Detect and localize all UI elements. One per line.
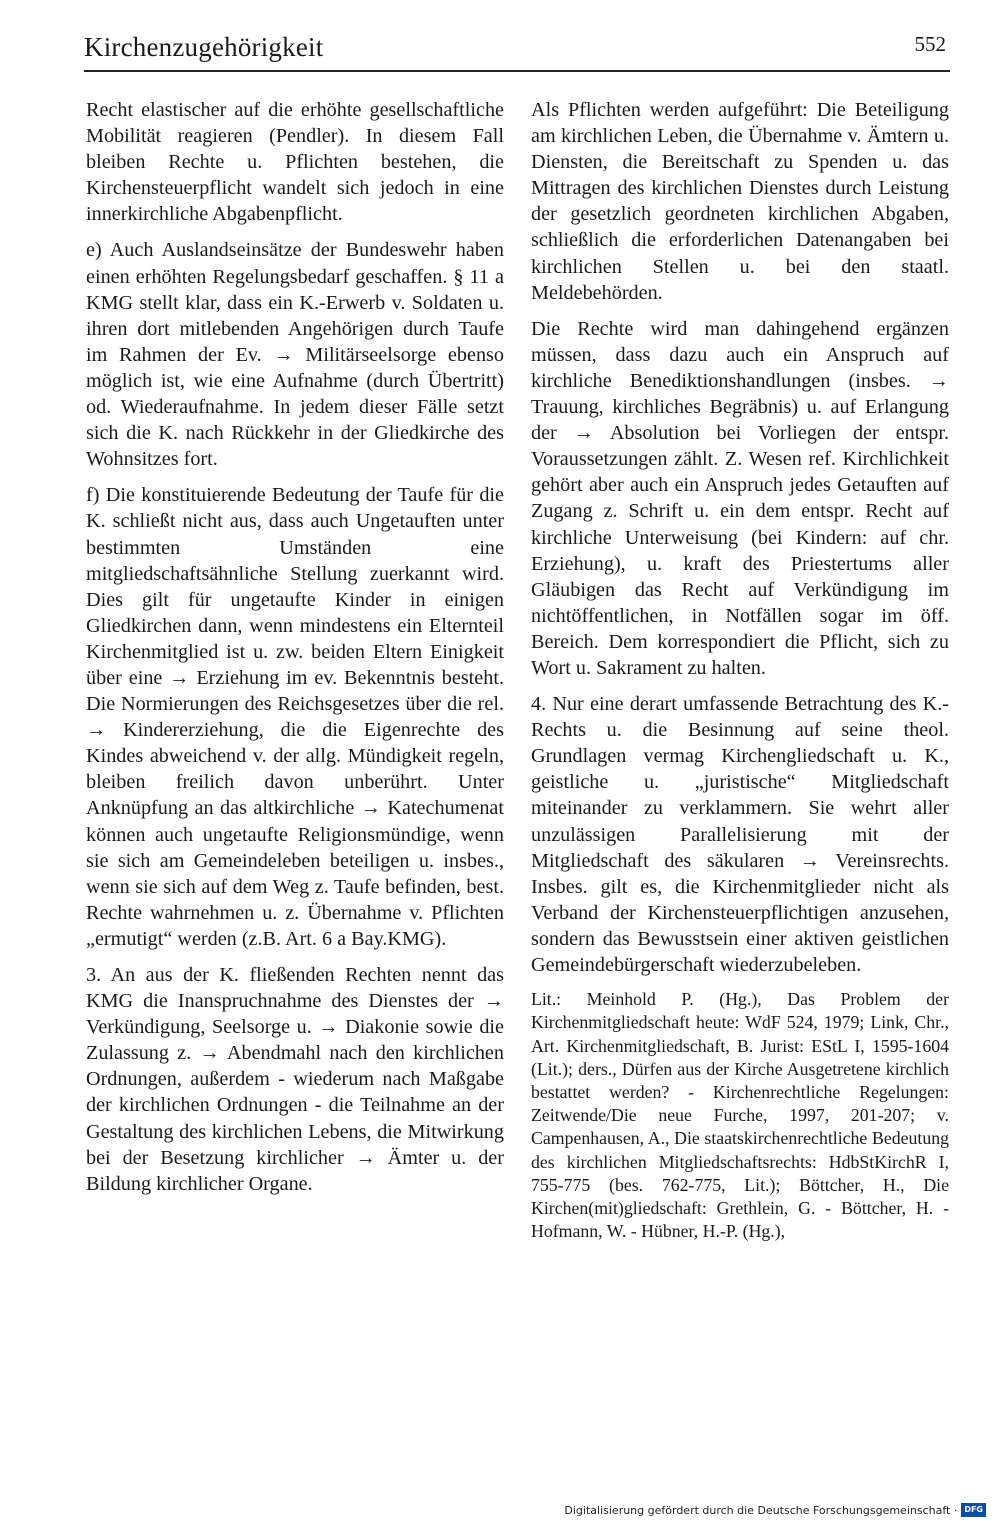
paragraph: Die Rechte wird man dahingehend ergänzen müssen, dass dazu auch ein Anspruch auf kirchliche Benediktionshandlungen (insbes. → Trauung, kirchliches Begräbnis) u. auf Erlangung der → Absolution bei Vorliegen der entspr. Voraussetzungen zählt. Z. Wesen ref. Kirchlichkeit gehört aber auch ein Anspruch jedes Getauften auf Zugang z. Schrift u. ein dem entspr. Recht auf kirchliche Unterweisung (bei Kindern: auf chr. Erziehung), u. kraft des Priestertums aller Gläubigen das Recht auf Verkündigung im nichtöffentlichen, in Notfällen sogar im öff. Bereich. Dem korrespondiert die Pflicht, sich zu Wort u. Sakrament zu halten. <box>531 317 949 679</box>
running-title: Kirchenzugehörigkeit <box>84 32 324 62</box>
paragraph: Recht elastischer auf die erhöhte gesellschaftliche Mobilität reagieren (Pendler). In diesem Fall bleiben Rechte u. Pflichten bestehen, die Kirchensteuerpflicht wandelt sich jedoch in eine innerkirchliche Abgabenpflicht. <box>86 99 504 226</box>
page-number: 552 <box>914 32 946 56</box>
paragraph: f) Die konstituierende Bedeutung der Taufe für die K. schließt nicht aus, dass auch Ungetauften unter bestimmten Umständen eine mitgliedschaftsähnliche Stellung zuerkannt wird. Dies gilt für ungetaufte Kinder in einigen Gliedkirchen dann, wenn mindestens ein Elternteil Kirchenmitglied ist u. zw. beiden Eltern Einigkeit über eine → Erziehung im ev. Bekenntnis besteht. Die Normierungen des Reichsgesetzes über die rel. → Kindererziehung, die die Eigenrechte des Kindes abweichend v. der allg. Mündigkeit regeln, bleiben freilich davon unberührt. Unter Anknüpfung an das altkirchliche → Katechumenat können auch ungetaufte Religionsmündige, wenn sie sich am Gemeindeleben beteiligen u. insbes., wenn sie sich auf dem Weg z. Taufe befinden, best. Rechte wahrnehmen u. z. Übernahme v. Pflichten „ermutigt“ werden (z.B. Art. 6 a Bay.KMG). <box>86 484 504 950</box>
dfg-logo: DFG <box>961 1503 986 1517</box>
digitization-note: Digitalisierung gefördert durch die Deutsche Forschungsgemeinschaft · <box>564 1503 958 1517</box>
literature-references: Lit.: Meinhold P. (Hg.), Das Problem der Kirchenmitgliedschaft heute: WdF 524, 1979; Link, Chr., Art. Kirchenmitgliedschaft, B. Jurist: EStL I, 1595-1604 (Lit.); ders., Dürfen aus der Kirche Ausgetretene kirchlich bestattet werden? - Kirchenrechtliche Regelungen: Zeitwende/Die neue Furche, 1997, 201-207; v. Campenhausen, A., Die staatskirchenrechtliche Bedeutung des kirchlichen Mitgliedschaftsrechts: HdbStKirchR I, 755-775 (bes. 762-775, Lit.); Böttcher, H., Die Kirchen(mit)gliedschaft: Grethlein, G. - Böttcher, H. - Hofmann, W. - Hübner, H.-P. (Hg.), <box>531 989 949 1242</box>
digitization-footer <box>564 1503 986 1517</box>
paragraph: e) Auch Auslandseinsätze der Bundeswehr haben einen erhöhten Regelungsbedarf geschaffen. § 11 a KMG stellt klar, dass ein K.-Erwerb v. Soldaten u. ihren dort mitlebenden Angehörigen durch Taufe im Rahmen der Ev. → Militärseelsorge ebenso möglich ist, wie eine Aufnahme (durch Übertritt) od. Wiederaufnahme. In jedem dieser Fälle setzt sich die K. nach Rückkehr in der Gliedkirche des Wohnsitzes fort. <box>86 239 504 471</box>
page-header <box>84 30 950 72</box>
paragraph: Als Pflichten werden aufgeführt: Die Beteiligung am kirchlichen Leben, die Übernahme v. Ämtern u. Diensten, die Bereitschaft zu Spenden u. das Mittragen des kirchlichen Dienstes durch Leistung der gesetzlich geordneten kirchlichen Abgaben, schließlich die erforderlichen Datenangaben bei kirchlichen Stellen u. bei den staatl. Meldebehörden. <box>531 99 949 304</box>
left-column <box>86 97 504 1207</box>
right-column <box>531 97 949 1253</box>
paragraph: 3. An aus der K. fließenden Rechten nennt das KMG die Inanspruchnahme des Dienstes der → Verkündigung, Seelsorge u. → Diakonie sowie die Zulassung z. → Abendmahl nach den kirchlichen Ordnungen, außerdem - wiederum nach Maßgabe der kirchlichen Ordnungen - die Teilnahme an der Gestaltung des kirchlichen Lebens, die Mitwirkung bei der Besetzung kirchlicher → Ämter u. der Bildung kirchlicher Organe. <box>86 964 504 1195</box>
paragraph: 4. Nur eine derart umfassende Betrachtung des K.-Rechts u. die Besinnung auf seine theol. Grundlagen vermag Kirchengliedschaft u. K., geistliche u. „juristische“ Mitgliedschaft miteinander zu verklammern. Sie wehrt aller unzulässigen Parallelisierung mit der Mitgliedschaft des säkularen → Vereinsrechts. Insbes. gilt es, die Kirchenmitglieder nicht als Verband der Kirchensteuerpflichtigen anzusehen, sondern das Bewusstsein einer aktiven geistlichen Gemeindebürgerschaft wiederzubeleben. <box>531 693 949 976</box>
